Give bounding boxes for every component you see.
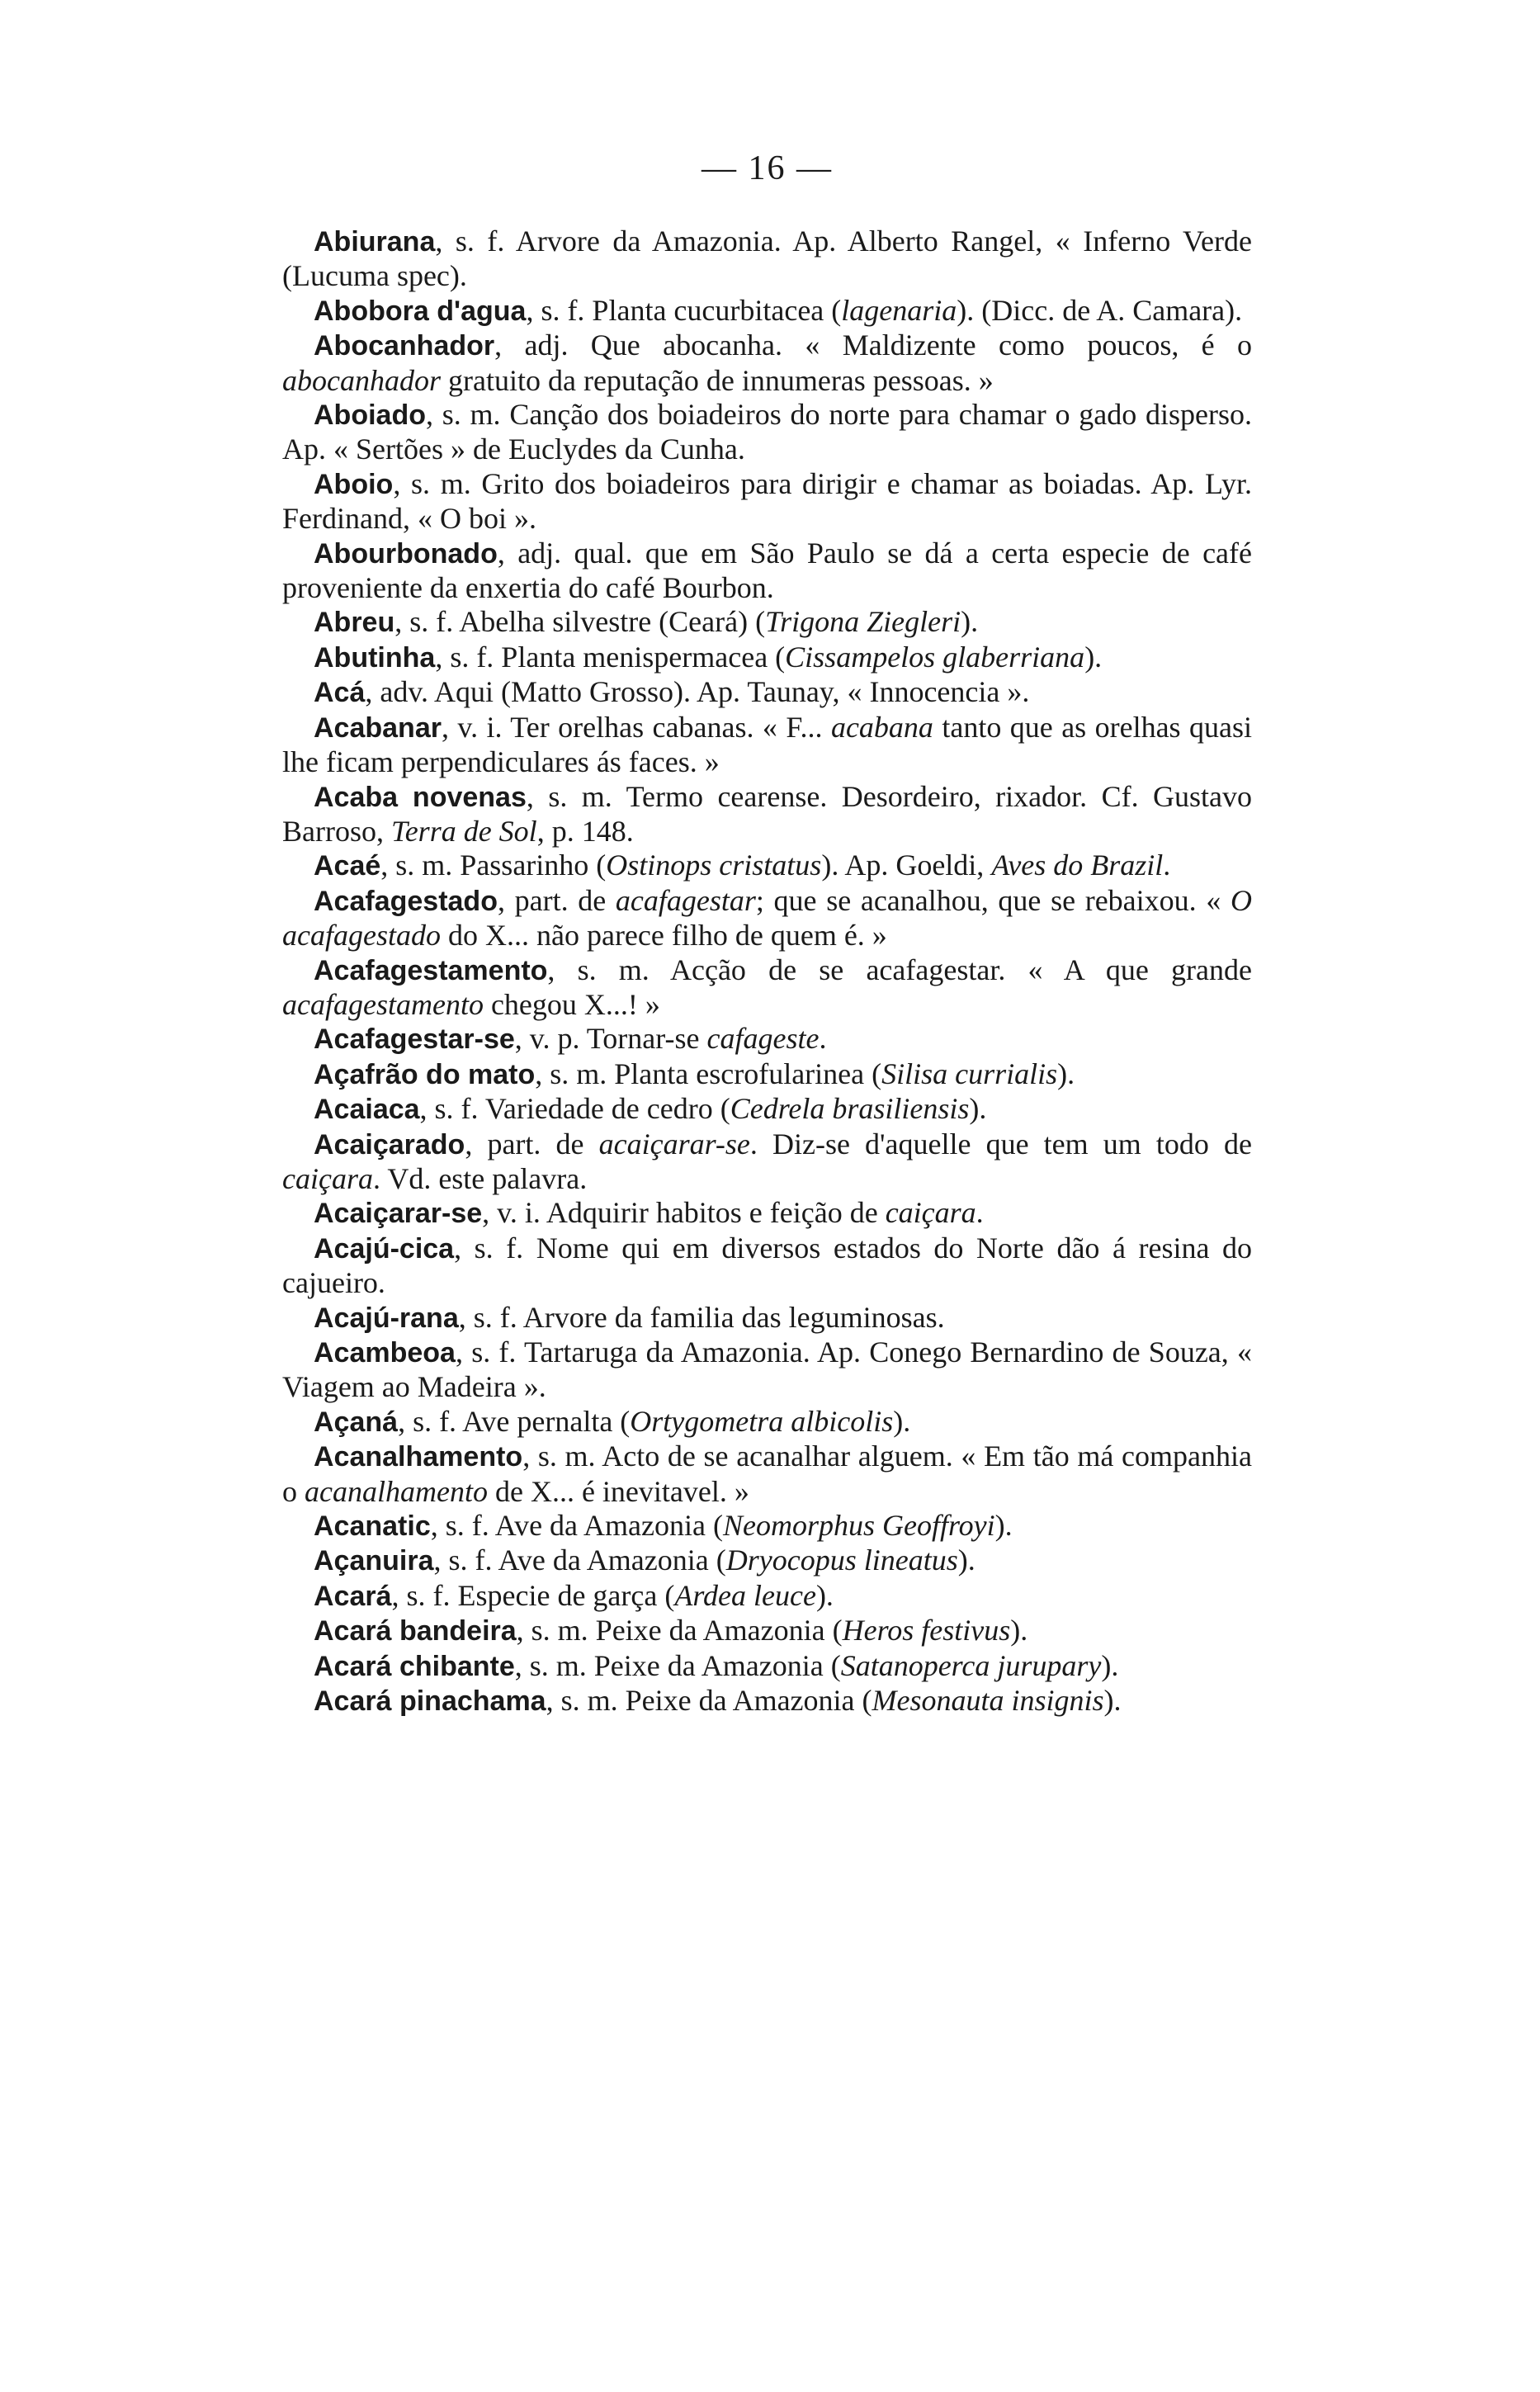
entry-italic-term: acaiçarar-se bbox=[598, 1127, 750, 1161]
entry-definition-text: . Diz-se d'aquelle que tem um todo de bbox=[749, 1127, 1252, 1161]
entry-definition-text: do X... não parece filho de quem é. » bbox=[440, 919, 887, 953]
entry-definition-text: , s. m. Acto de se acanalhar alguem. « Em tão má companhia o bbox=[282, 1439, 1252, 1508]
entry-definition-text: , s. f. Arvore da familia das leguminosas. bbox=[458, 1300, 945, 1334]
dictionary-entry bbox=[282, 1579, 1252, 1614]
entry-headword: Abobora d'agua bbox=[314, 295, 527, 327]
entry-definition-text: ). bbox=[1103, 1684, 1122, 1718]
entry-italic-term: Mesonauta insignis bbox=[872, 1684, 1104, 1718]
entry-italic-term: Trigona Ziegleri bbox=[765, 605, 961, 639]
entry-italic-term: Cissampelos glaberriana bbox=[785, 640, 1085, 674]
dictionary-entry bbox=[282, 1057, 1252, 1092]
dictionary-entry bbox=[282, 1196, 1252, 1231]
dictionary-entry bbox=[282, 1335, 1252, 1405]
entry-headword: Acafagestamento bbox=[314, 954, 548, 986]
entry-definition-text: , s. m. Termo cearense. Desordeiro, rixador. Cf. Gustavo Barroso, bbox=[282, 779, 1252, 848]
entry-headword: Acabanar bbox=[314, 711, 442, 744]
entry-definition-text: tanto que as orelhas quasi lhe ficam perpendiculares ás faces. » bbox=[282, 710, 1252, 779]
entry-definition-text: , adj. Que abocanha. « Maldizente como poucos, é o bbox=[494, 329, 1252, 362]
entry-definition-text: ). Ap. Goeldi, bbox=[821, 849, 992, 882]
entry-headword: Acará bbox=[314, 1580, 392, 1612]
entry-headword: Abocanhador bbox=[314, 330, 495, 362]
dictionary-page bbox=[282, 149, 1252, 1718]
dictionary-entry bbox=[282, 1649, 1252, 1684]
entry-definition-text: , v. p. Tornar-se bbox=[514, 1022, 707, 1056]
entry-italic-term: acanalhamento bbox=[305, 1474, 488, 1508]
dictionary-entry bbox=[282, 641, 1252, 675]
entry-definition-text: , s. f. Ave pernalta ( bbox=[398, 1404, 631, 1438]
entry-definition-text: , s. f. Tartaruga da Amazonia. Ap. Conego Bernardino de Souza, « Viagem ao Madeira ». bbox=[282, 1335, 1252, 1404]
dictionary-entry bbox=[282, 1301, 1252, 1335]
entry-italic-term: acafagestamento bbox=[282, 987, 484, 1021]
entry-headword: Acaba novenas bbox=[314, 781, 527, 813]
entry-headword: Abreu bbox=[314, 607, 395, 639]
entry-definition-text: , s. m. Acção de se acafagestar. « A que grande bbox=[547, 953, 1252, 986]
dictionary-entry bbox=[282, 537, 1252, 606]
entry-definition-text: , s. m. Planta escrofularinea ( bbox=[535, 1057, 882, 1090]
entry-definition-text: de X... é inevitavel. » bbox=[487, 1474, 749, 1508]
entry-italic-term: cafageste bbox=[706, 1022, 820, 1056]
entry-definition-text: , v. i. Adquirir habitos e feição de bbox=[482, 1196, 886, 1230]
entry-definition-text: , s. m. Peixe da Amazonia ( bbox=[546, 1684, 872, 1718]
entry-definition-text: ). bbox=[994, 1509, 1013, 1543]
dictionary-entry bbox=[282, 294, 1252, 329]
entry-italic-term: Ortygometra albicolis bbox=[630, 1404, 894, 1438]
entry-italic-term: acafagestar bbox=[615, 883, 756, 917]
entry-headword: Açafrão do mato bbox=[314, 1058, 536, 1090]
entry-headword: Abourbonado bbox=[314, 537, 498, 570]
entry-italic-term: Ostinops cristatus bbox=[606, 849, 822, 882]
entry-italic-term: caiçara bbox=[282, 1161, 373, 1195]
entry-headword: Acaé bbox=[314, 850, 381, 882]
entry-definition-text: ; que se acanalhou, que se rebaixou. « bbox=[755, 883, 1231, 917]
entry-definition-text: , part. de bbox=[497, 883, 616, 917]
entry-definition-text: ). bbox=[815, 1578, 834, 1612]
dictionary-entry bbox=[282, 467, 1252, 537]
entry-headword: Acafagestado bbox=[314, 885, 498, 917]
entry-definition-text: ). bbox=[961, 605, 979, 639]
entry-headword: Açaná bbox=[314, 1406, 399, 1438]
dictionary-entry bbox=[282, 329, 1252, 398]
entry-italic-term: Neomorphus Geoffroyi bbox=[722, 1509, 995, 1543]
entry-definition-text: , adv. Aqui (Matto Grosso). Ap. Taunay, « Innocencia ». bbox=[365, 675, 1030, 709]
entry-headword: Acaiçarar-se bbox=[314, 1198, 483, 1230]
entry-italic-term: Cedrela brasiliensis bbox=[730, 1092, 970, 1126]
entry-definition-text: ). bbox=[957, 1543, 975, 1577]
entry-headword: Acaiaca bbox=[314, 1094, 420, 1126]
entry-italic-term: Silisa currialis bbox=[881, 1057, 1058, 1090]
entry-definition-text: . bbox=[819, 1022, 827, 1056]
entry-definition-text: ). bbox=[1101, 1648, 1119, 1682]
entry-italic-term: caiçara bbox=[885, 1196, 976, 1230]
dictionary-entry bbox=[282, 225, 1252, 294]
entry-definition-text: ). bbox=[893, 1404, 911, 1438]
dictionary-entry bbox=[282, 711, 1252, 780]
entry-definition-text: , s. f. Planta menispermacea ( bbox=[435, 640, 786, 674]
entry-definition-text: , v. i. Ter orelhas cabanas. « F... bbox=[441, 710, 831, 744]
entry-headword: Aboiado bbox=[314, 399, 426, 432]
entry-definition-text: , s. m. Peixe da Amazonia ( bbox=[514, 1648, 841, 1682]
entry-definition-text: chegou X...! » bbox=[483, 987, 660, 1021]
dictionary-entry bbox=[282, 398, 1252, 467]
entry-headword: Acará chibante bbox=[314, 1650, 515, 1682]
entry-definition-text: , adj. qual. que em São Paulo se dá a certa especie de café proveniente da enxertia do café Bourbon. bbox=[282, 536, 1252, 605]
entry-definition-text: ). bbox=[1057, 1057, 1075, 1090]
entry-definition-text: , s. f. Especie de garça ( bbox=[391, 1578, 675, 1612]
entry-definition-text: , s. m. Grito dos boiadeiros para dirigir e chamar as boiadas. Ap. Lyr. Ferdinand, « O boi ». bbox=[282, 466, 1252, 536]
entry-definition-text: ). bbox=[1084, 640, 1103, 674]
entry-headword: Acanalhamento bbox=[314, 1441, 523, 1473]
entry-headword: Acambeoa bbox=[314, 1337, 456, 1369]
entry-definition-text: gratuito da reputação de innumeras pessoas. » bbox=[441, 363, 994, 397]
dictionary-entry bbox=[282, 1614, 1252, 1648]
entry-italic-term: Heros festivus bbox=[842, 1614, 1011, 1647]
entry-italic-term: abocanhador bbox=[282, 363, 441, 397]
entry-definition-text: , s. m. Peixe da Amazonia ( bbox=[516, 1614, 843, 1647]
entry-italic-term: Ardea leuce bbox=[674, 1578, 816, 1612]
dictionary-entry bbox=[282, 1092, 1252, 1127]
entry-italic-term: Aves do Brazil bbox=[991, 849, 1164, 882]
entry-headword: Acafagestar-se bbox=[314, 1023, 515, 1056]
dictionary-entry bbox=[282, 675, 1252, 710]
entry-definition-text: . bbox=[1163, 849, 1171, 882]
dictionary-entry bbox=[282, 1127, 1252, 1197]
entry-definition-text: , s. f. Variedade de cedro ( bbox=[419, 1092, 730, 1126]
entry-definition-text: ). bbox=[1010, 1614, 1028, 1647]
dictionary-entry bbox=[282, 780, 1252, 849]
entry-italic-term: Dryocopus lineatus bbox=[725, 1543, 958, 1577]
dictionary-entry bbox=[282, 1405, 1252, 1439]
entry-headword: Aboio bbox=[314, 468, 394, 500]
entry-definition-text: , p. 148. bbox=[536, 814, 634, 848]
entry-list bbox=[282, 225, 1252, 1718]
entry-definition-text: . bbox=[975, 1196, 984, 1230]
entry-headword: Acajú-cica bbox=[314, 1232, 455, 1265]
entry-definition-text: ). bbox=[969, 1092, 987, 1126]
entry-definition-text: , s. f. Arvore da Amazonia. Ap. Alberto Rangel, « Inferno Verde (Lucuma spec). bbox=[282, 225, 1252, 293]
entry-headword: Abutinha bbox=[314, 641, 436, 674]
entry-italic-term: O acafagestado bbox=[282, 883, 1252, 953]
entry-headword: Acará bandeira bbox=[314, 1615, 517, 1647]
entry-headword: Acajú-rana bbox=[314, 1302, 459, 1334]
entry-italic-term: lagenaria bbox=[841, 293, 957, 327]
entry-definition-text: , s. m. Canção dos boiadeiros do norte para chamar o gado disperso. Ap. « Sertões » de Euclydes da Cunha. bbox=[282, 398, 1252, 466]
dictionary-entry bbox=[282, 884, 1252, 953]
dictionary-entry bbox=[282, 1543, 1252, 1578]
entry-definition-text: , s. f. Planta cucurbitacea ( bbox=[526, 293, 842, 327]
entry-headword: Abiurana bbox=[314, 226, 436, 258]
entry-italic-term: Satanoperca jurupary bbox=[840, 1648, 1102, 1682]
dictionary-entry bbox=[282, 1509, 1252, 1543]
entry-definition-text: , s. f. Ave da Amazonia ( bbox=[433, 1543, 726, 1577]
dictionary-entry bbox=[282, 1439, 1252, 1509]
dictionary-entry bbox=[282, 1231, 1252, 1301]
entry-definition-text: , part. de bbox=[465, 1127, 599, 1161]
dictionary-entry bbox=[282, 849, 1252, 883]
entry-definition-text: , s. m. Passarinho ( bbox=[380, 849, 607, 882]
dictionary-entry bbox=[282, 605, 1252, 640]
entry-italic-term: Terra de Sol bbox=[390, 814, 537, 848]
entry-definition-text: , s. f. Nome qui em diversos estados do Norte dão á resina do cajueiro. bbox=[282, 1231, 1252, 1300]
entry-headword: Acaiçarado bbox=[314, 1128, 465, 1161]
dictionary-entry bbox=[282, 953, 1252, 1023]
entry-headword: Açanuira bbox=[314, 1545, 434, 1577]
page-number: — 16 — bbox=[702, 149, 833, 187]
dictionary-entry bbox=[282, 1022, 1252, 1057]
entry-definition-text: . Vd. este palavra. bbox=[372, 1161, 588, 1195]
entry-definition-text: , s. f. Abelha silvestre (Ceará) ( bbox=[394, 605, 766, 639]
entry-headword: Acanatic bbox=[314, 1510, 431, 1543]
entry-definition-text: ). (Dicc. de A. Camara). bbox=[957, 293, 1243, 327]
entry-headword: Acá bbox=[314, 677, 366, 709]
entry-headword: Acará pinachama bbox=[314, 1685, 546, 1718]
entry-italic-term: acabana bbox=[830, 710, 933, 744]
entry-definition-text: , s. f. Ave da Amazonia ( bbox=[430, 1509, 723, 1543]
dictionary-entry bbox=[282, 1684, 1252, 1718]
